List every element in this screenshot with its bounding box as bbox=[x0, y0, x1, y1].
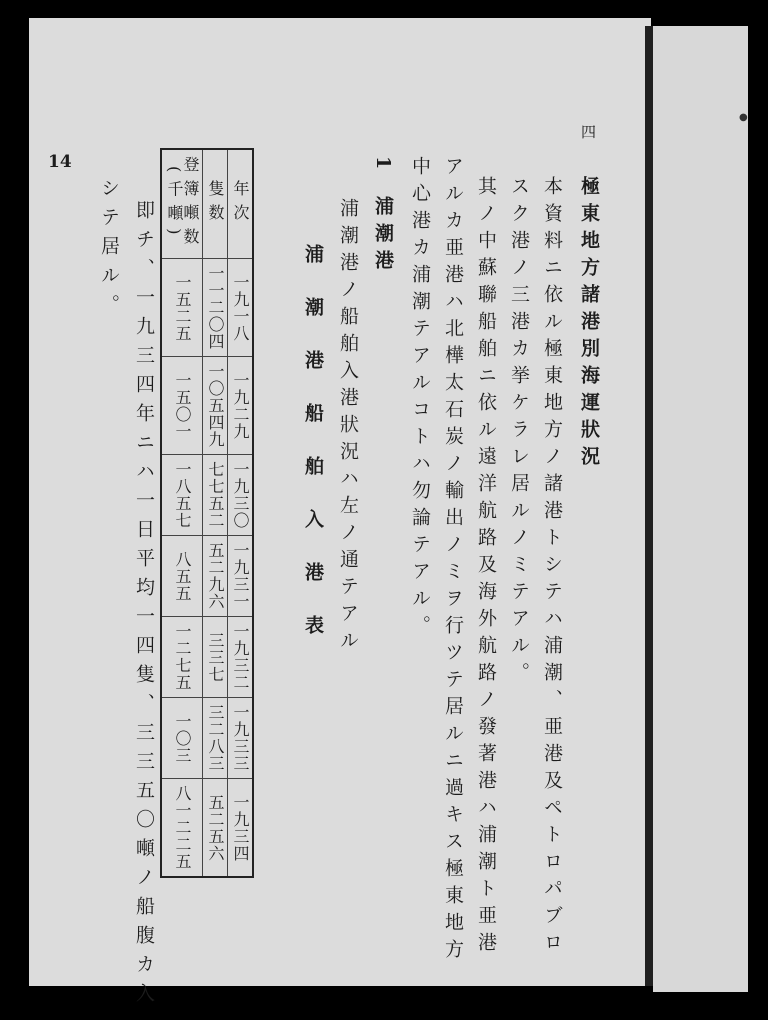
table-row-years bbox=[228, 149, 254, 877]
ship-count-cell: 五二五六 bbox=[203, 779, 228, 878]
ship-count-cell: 七七五二 bbox=[203, 455, 228, 536]
closing-line-1: 即チ、一九三四年ニハ一日平均一四隻、三三五〇噸ノ船腹カ入 bbox=[133, 200, 155, 1012]
table-title: 浦潮港船舶入港表 bbox=[302, 244, 324, 668]
row-header-ship-count: 隻数 bbox=[203, 149, 228, 259]
row-header-tonnage bbox=[161, 149, 203, 259]
tonnage-cell: 一八五七 bbox=[161, 455, 203, 536]
ship-count-cell: 三三七 bbox=[203, 617, 228, 698]
tonnage-label: 登簿噸数 bbox=[181, 156, 200, 252]
section-header-number: 四 bbox=[579, 124, 597, 147]
year-cell: 一九三〇 bbox=[228, 455, 254, 536]
table-row-ship-counts bbox=[203, 149, 228, 877]
intro-line-3: 其ノ中蘇聯船舶ニ依ル遠洋航路及海外航路ノ發著港ハ浦潮ト亜港 bbox=[475, 176, 497, 959]
ship-entry-table bbox=[160, 148, 254, 878]
subsection-title: 浦潮港 bbox=[372, 196, 394, 277]
year-cell: 一九三二 bbox=[228, 617, 254, 698]
intro-line-5: 中心港カ浦潮テアルコトハ勿論テアル。 bbox=[409, 156, 431, 642]
ship-count-cell: 五二九六 bbox=[203, 536, 228, 617]
year-cell: 一九三一 bbox=[228, 536, 254, 617]
ship-count-cell: 一一二〇四 bbox=[203, 259, 228, 357]
ship-count-cell: 三二八三 bbox=[203, 698, 228, 779]
tonnage-cell: 一二七五 bbox=[161, 617, 203, 698]
year-cell: 一九二九 bbox=[228, 357, 254, 455]
intro-line-2: スク港ノ三港カ挙ケラレ居ルノミテアル。 bbox=[508, 176, 530, 689]
table-row-tonnage bbox=[161, 149, 203, 877]
row-header-years: 年次 bbox=[228, 149, 254, 259]
page-number: 14 bbox=[48, 152, 72, 172]
year-cell: 一九一八 bbox=[228, 259, 254, 357]
tonnage-cell: 八五五 bbox=[161, 536, 203, 617]
ship-count-cell: 一〇五四九 bbox=[203, 357, 228, 455]
tonnage-cell: 八一二二五 bbox=[161, 779, 203, 878]
facing-page-mark: ● bbox=[739, 112, 748, 123]
subsection-text: 浦潮港ノ船舶入港狀況ハ左ノ通テアル bbox=[337, 198, 359, 657]
intro-line-4: アルカ亜港ハ北樺太石炭ノ輸出ノミヲ行ツテ居ルニ過キス極東地方 bbox=[442, 156, 464, 966]
year-cell: 一九三四 bbox=[228, 779, 254, 878]
tonnage-cell: 一五二五 bbox=[161, 259, 203, 357]
intro-line-1: 本資料ニ依ル極東地方ノ諸港トシテハ浦潮、亜港及ペトロパブロ bbox=[541, 176, 563, 959]
tonnage-cell: 一五〇一 bbox=[161, 357, 203, 455]
subsection-number: 1 bbox=[372, 156, 394, 178]
year-cell: 一九三三 bbox=[228, 698, 254, 779]
facing-page-edge bbox=[653, 26, 748, 992]
binding-gutter bbox=[645, 26, 653, 986]
closing-line-2: シテ居ル。 bbox=[98, 178, 120, 323]
tonnage-unit: (千噸) bbox=[165, 165, 184, 243]
section-title: 極東地方諸港別海運狀況 bbox=[578, 176, 600, 473]
tonnage-cell: 一〇三 bbox=[161, 698, 203, 779]
